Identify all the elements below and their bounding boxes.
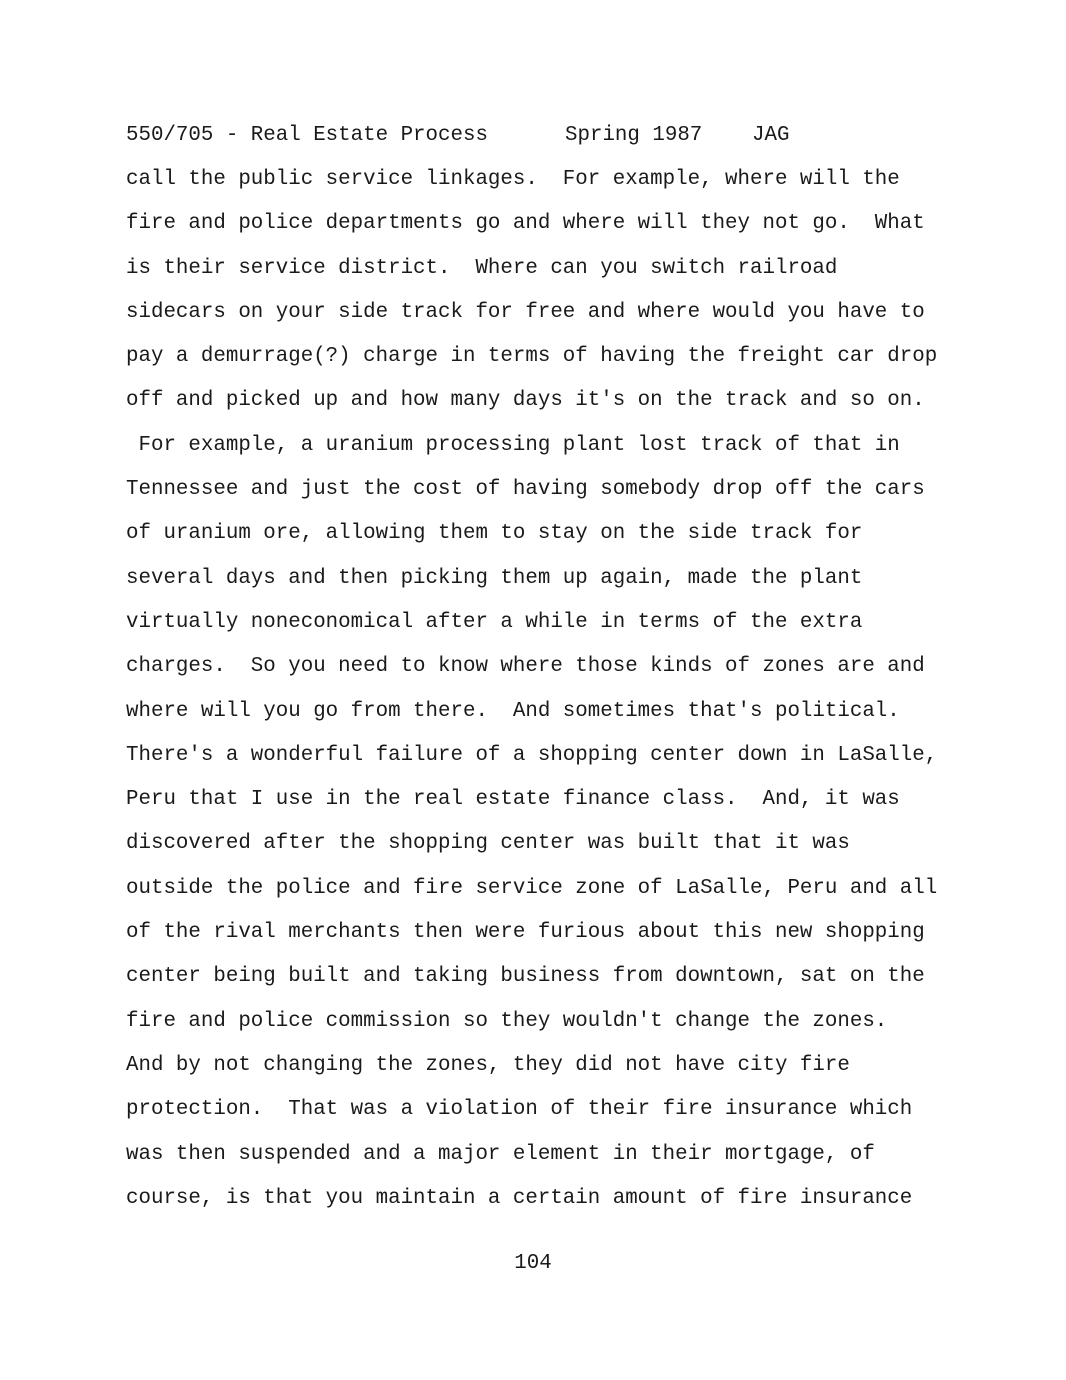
text-line: Peru that I use in the real estate finance class. And, it was	[126, 788, 900, 812]
text-line: There's a wonderful failure of a shopping center down in LaSalle,	[126, 743, 938, 767]
text-line: And by not changing the zones, they did not have city fire	[126, 1053, 850, 1077]
page-number: 104	[514, 1252, 552, 1275]
text-line: course, is that you maintain a certain amount of fire insurance	[126, 1186, 913, 1210]
text-line: of the rival merchants then were furious about this new shopping	[126, 921, 925, 945]
text-line: fire and police departments go and where will they not go. What	[126, 212, 925, 236]
text-line: sidecars on your side track for free and where would you have to	[126, 300, 925, 324]
term-label: Spring 1987	[565, 124, 703, 147]
text-line: off and picked up and how many days it's on the track and so on.	[126, 389, 925, 413]
author-initials: JAG	[752, 124, 790, 147]
text-line: discovered after the shopping center was built that it was	[126, 832, 850, 856]
text-line: call the public service linkages. For example, where will the	[126, 168, 900, 191]
text-line: fire and police commission so they wouldn't change the zones.	[126, 1009, 888, 1033]
text-line: outside the police and fire service zone of LaSalle, Peru and all	[126, 876, 938, 900]
text-line: protection. That was a violation of their fire insurance which	[126, 1098, 913, 1122]
text-line: For example, a uranium processing plant lost track of that in	[126, 433, 900, 457]
text-line: pay a demurrage(?) charge in terms of having the freight car drop	[126, 345, 938, 369]
text-line: center being built and taking business from downtown, sat on the	[126, 965, 925, 989]
text-line: charges. So you need to know where those kinds of zones are and	[126, 655, 925, 679]
text-line: Tennessee and just the cost of having somebody drop off the cars	[126, 478, 925, 502]
transcript-body	[126, 167, 956, 1230]
text-line: of uranium ore, allowing them to stay on the side track for	[126, 522, 863, 546]
text-line: is their service district. Where can you switch railroad	[126, 256, 838, 280]
text-line: several days and then picking them up again, made the plant	[126, 566, 863, 590]
text-line: virtually noneconomical after a while in terms of the extra	[126, 610, 863, 634]
course-title: 550/705 - Real Estate Process	[126, 124, 488, 147]
text-line: was then suspended and a major element in their mortgage, of	[126, 1142, 875, 1166]
text-line: where will you go from there. And sometimes that's political.	[126, 699, 900, 723]
